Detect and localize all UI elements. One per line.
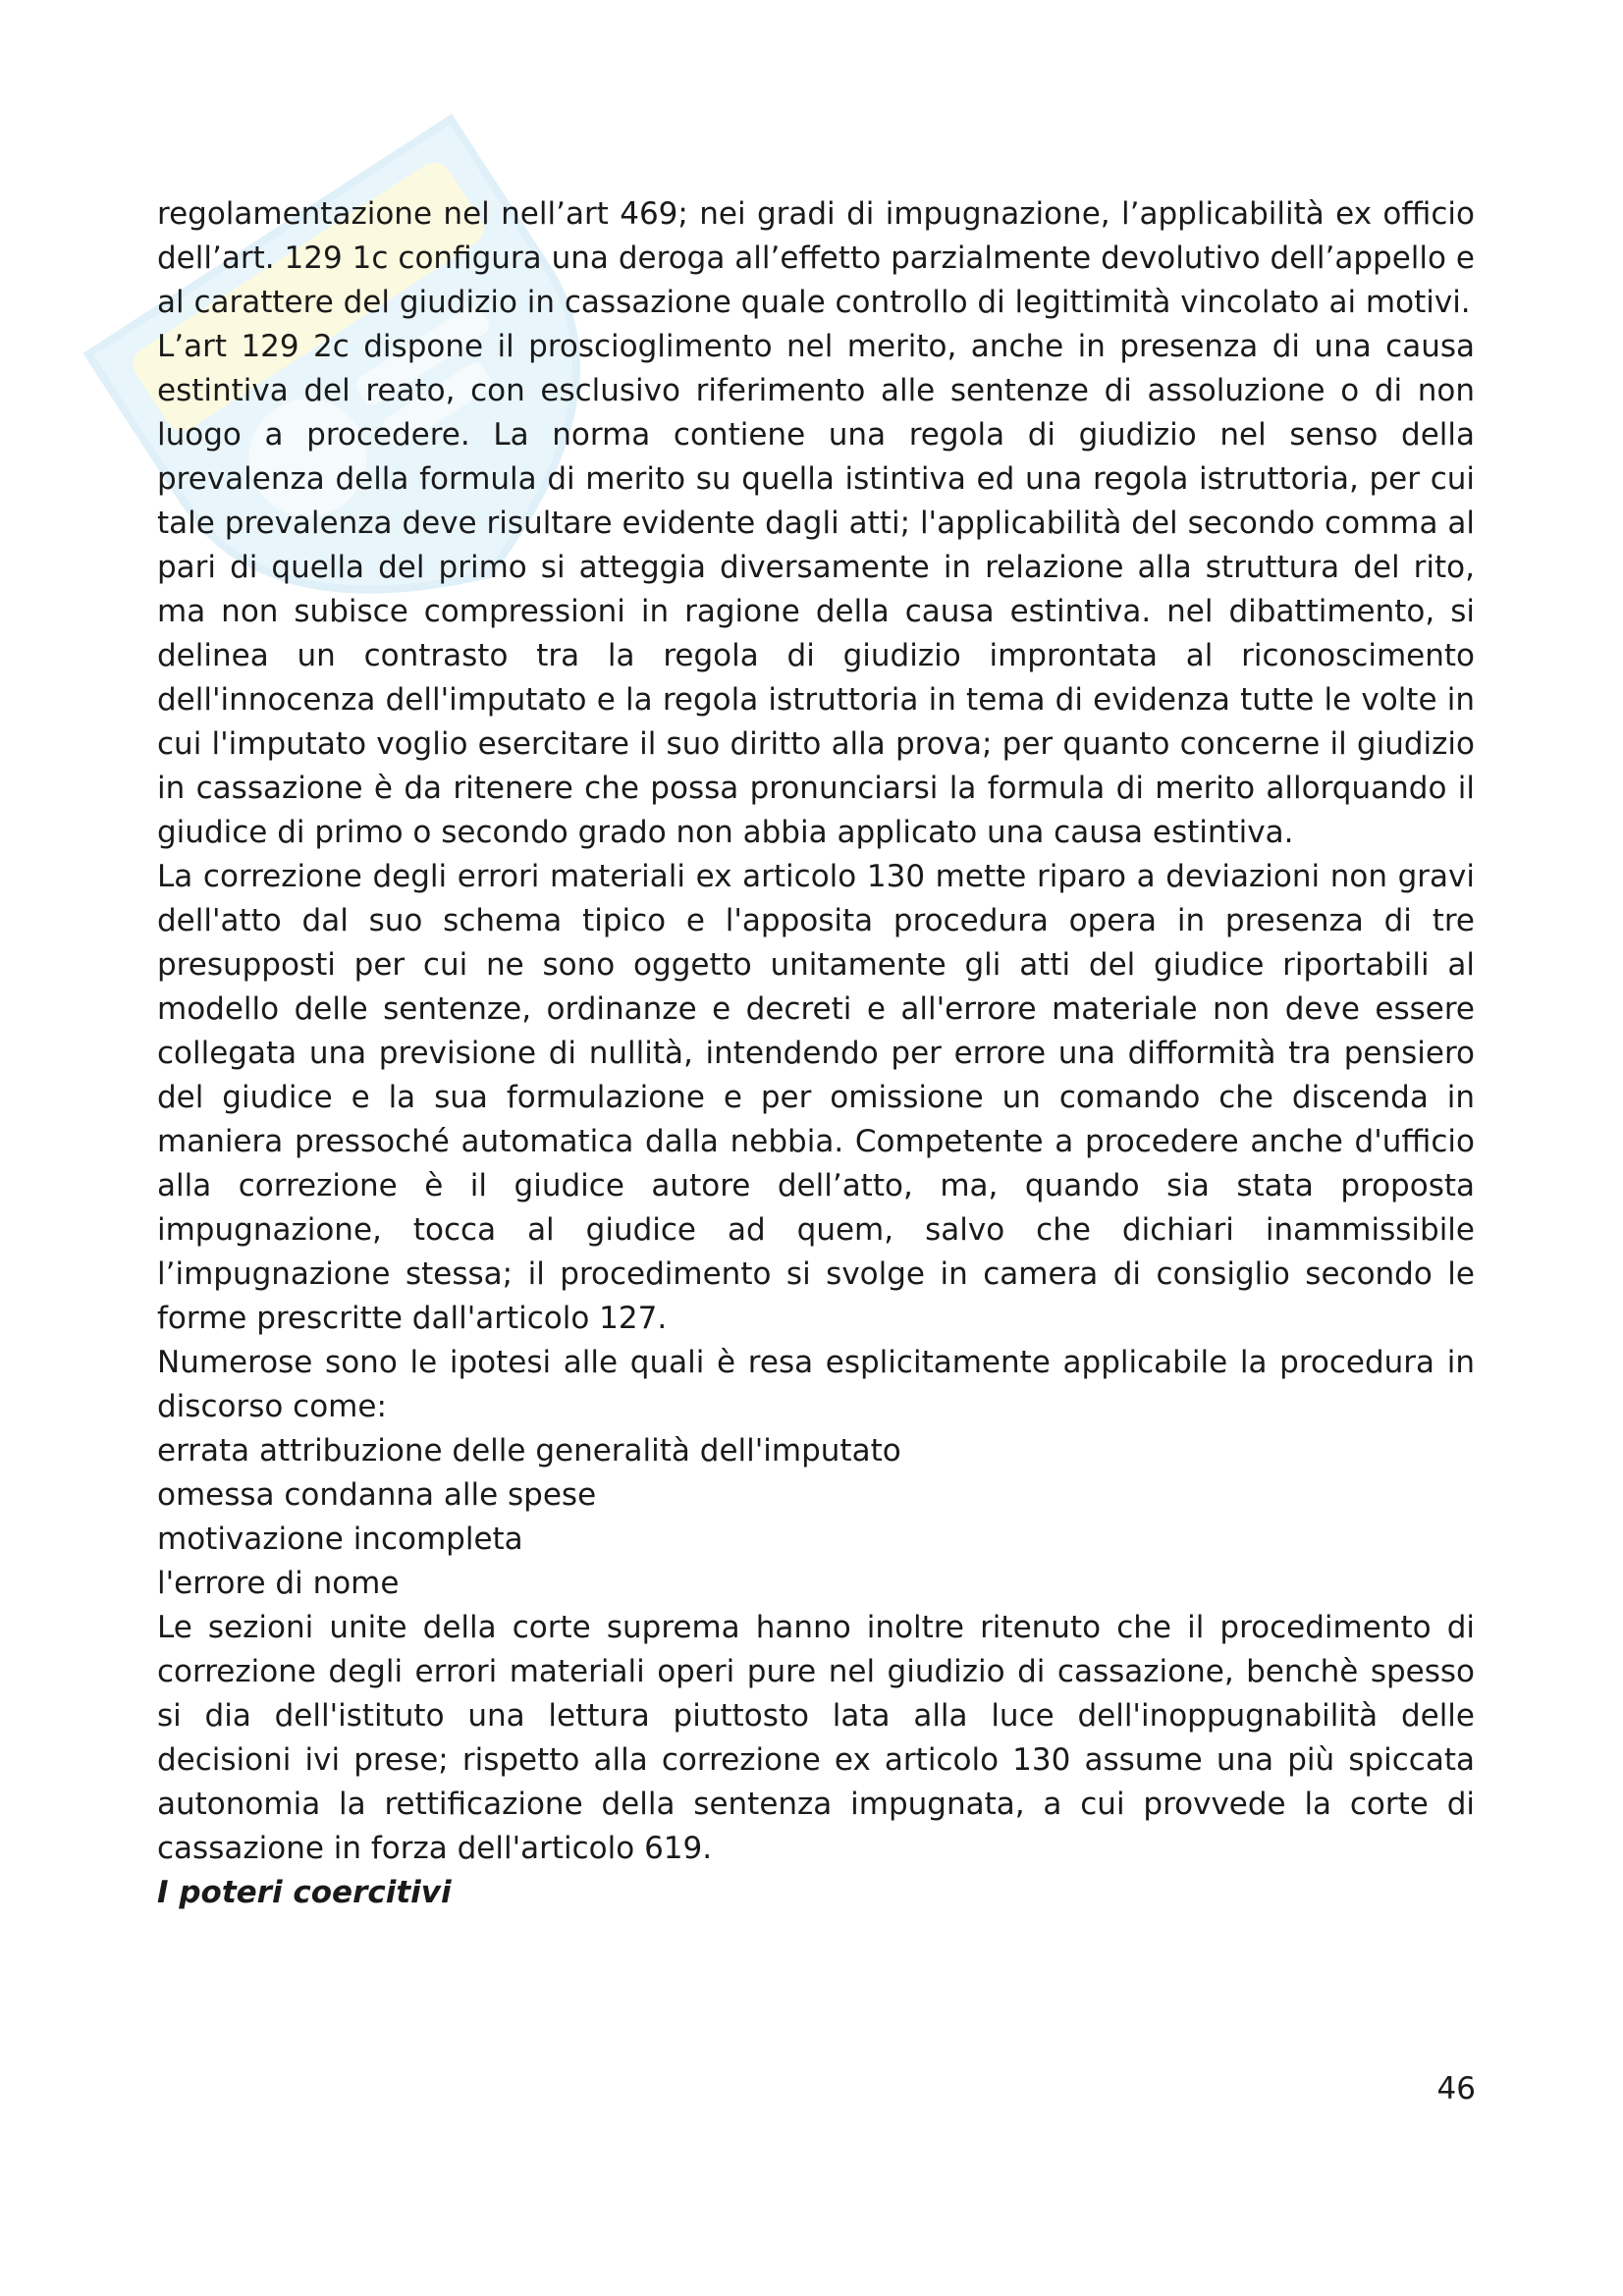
list-item: omessa condanna alle spese <box>157 1477 597 1513</box>
body-paragraph: L’art 129 2c dispone il proscioglimento nel merito, anche in presenza di una causa estintiva del reato, con esclusivo riferimento alle sentenze di assoluzione o di non luogo a procedere. La norma contiene una regola di giudizio nel senso della prevalenza della formula di merito su quella istintiva ed una regola istruttoria, per cui tale prevalenza deve risultare evidente dagli atti; l'applicabilità del secondo comma al pari di quella del primo si atteggia diversamente in relazione alla struttura del rito, ma non subisce compressioni in ragione della causa estintiva. nel dibattimento, si delinea un contrasto tra la regola di giudizio improntata al riconoscimento dell'innocenza dell'imputato e la regola istruttoria in tema di evidenza tutte le volte in cui l'imputato voglio esercitare il suo diritto alla prova; per quanto concerne il giudizio in cassazione è da ritenere che possa pronunciarsi la formula di merito allorquando il giudice di primo o secondo grado non abbia applicato una causa estintiva. <box>157 329 1475 850</box>
body-paragraph: Le sezioni unite della corte suprema hanno inoltre ritenuto che il procedimento di correzione degli errori materiali operi pure nel giudizio di cassazione, benchè spesso si dia dell'istituto una lettura piuttosto lata alla luce dell'inoppugnabilità delle decisioni ivi prese; rispetto alla correzione ex articolo 130 assume una più spiccata autonomia la rettificazione della sentenza impugnata, a cui provvede la corte di cassazione in forza dell'articolo 619. <box>157 1610 1475 1866</box>
page-number: 46 <box>1436 2071 1476 2107</box>
section-heading: I poteri coercitivi <box>157 1875 452 1910</box>
body-paragraph: Numerose sono le ipotesi alle quali è resa esplicitamente applicabile la procedura in discorso come: <box>157 1345 1475 1424</box>
page-body <box>157 192 1475 1915</box>
list-item: l'errore di nome <box>157 1566 400 1601</box>
body-paragraph: regolamentazione nel nell’art 469; nei gradi di impugnazione, l’applicabilità ex officio dell’art. 129 1c configura una deroga all’effetto parzialmente devolutivo dell’appello e al carattere del giudizio in cassazione quale controllo di legittimità vincolato ai motivi. <box>157 196 1475 320</box>
body-paragraph: La correzione degli errori materiali ex articolo 130 mette riparo a deviazioni non gravi dell'atto dal suo schema tipico e l'apposita procedura opera in presenza di tre presupposti per cui ne sono oggetto unitamente gli atti del giudice riportabili al modello delle sentenze, ordinanze e decreti e all'errore materiale non deve essere collegata una previsione di nullità, intendendo per errore una difformità tra pensiero del giudice e la sua formulazione e per omissione un comando che discenda in maniera pressoché automatica dalla nebbia. Competente a procedere anche d'ufficio alla correzione è il giudice autore dell’atto, ma, quando sia stata proposta impugnazione, tocca al giudice ad quem, salvo che dichiari inammissibile l’impugnazione stessa; il procedimento si svolge in camera di consiglio secondo le forme prescritte dall'articolo 127. <box>157 859 1475 1336</box>
list-item: motivazione incompleta <box>157 1522 523 1557</box>
list-item: errata attribuzione delle generalità dell'imputato <box>157 1433 901 1468</box>
